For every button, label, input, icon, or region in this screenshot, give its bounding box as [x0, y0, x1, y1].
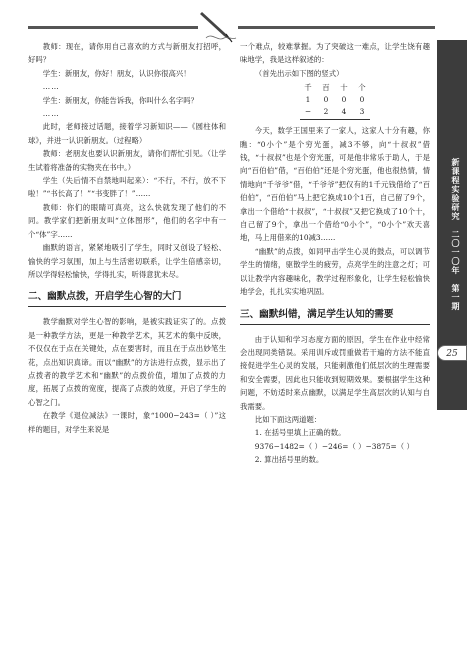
place-value-headers	[300, 82, 370, 94]
ellipsis: ……	[42, 109, 60, 119]
section-underline	[240, 324, 430, 325]
figure-caption: （首先出示如下图的竖式）	[254, 68, 344, 78]
exercise-2: 2. 算出括号里的数。	[254, 455, 324, 465]
result-line	[300, 119, 370, 120]
header-hundreds: 百	[322, 83, 330, 93]
header-ones: 个	[358, 83, 366, 93]
section2-paragraph-2: 在教学《退位减法》一课时，象“1000−243=（ ）”这样的题目，对学生来说是	[28, 411, 226, 434]
digit: 0	[323, 95, 329, 105]
dialog-teacher-3: 教师：你们的眼睛可真亮，这么快就发现了他们的不同。教学家们把新朋友叫“立体图形”，他们的名字中有一个“体”字……	[28, 202, 226, 239]
header-tens: 十	[340, 83, 348, 93]
digit: 0	[359, 95, 365, 105]
section-heading-2-text: 二、幽默点拨，开启学生心智的大门	[28, 291, 182, 303]
reflection-paragraph: “幽默”的点拨，如同甲击学生心灵的鼓点，可以调节学生的情绪，驱散学生的疲劳，点亮学生的注意之灯；可以让教学内容趣味化，教学过程形象化，让学生轻松愉快地学会，扎扎实实地巩固。	[240, 246, 430, 297]
top-rule-right	[238, 26, 435, 29]
ellipsis: ……	[42, 82, 60, 92]
digit: 2	[323, 107, 329, 117]
vertical-subtraction	[300, 82, 370, 120]
dialog-teacher-2: 教师：老朋友也要认识新朋友，请你们帮忙引见。（让学生试着将准备的实物夹在书中。）	[28, 149, 226, 172]
dialog-student-2: 学生：新朋友，你能告诉我，你叫什么名字吗？	[42, 95, 199, 105]
section-heading-3	[240, 307, 430, 325]
section-heading-2	[28, 289, 226, 307]
subtrahend-row	[300, 106, 370, 118]
section2-paragraph-1: 教学幽默对学生心智的影响，是被实践证实了的。点拨是一种教学方法，更是一种教学艺术，其艺术的集中反映，不仅仅在于点在关键处，点在要害时，而且在于点出妙笔生花，点出知识真谛。而以“幽默”的方法进行点拨，显示出了点拨者的教学艺术和“幽默”的点拨价值，增加了点拨的力度，拓展了点拨的宽度，提高了点拨的效度，开启了学生的心智之门。	[28, 317, 226, 407]
story-paragraph: 今天，数学王国里来了一家人，这家人十分有趣，你瞧：“0小个”是个穷光蛋，减3不够，向“十叔叔”借钱，“十叔叔”也是个穷光蛋，可是他非常乐于助人，于是向“百伯伯”借，“百伯伯”还是个穷光蛋，他也很热情，情情地向“千爷爷”借，“千爷爷”把仅有的1千元钱借给了“百伯伯”，“百伯伯”马上把它换成10个1百，自己留了9个，拿出一个借给“十叔叔”，“十叔叔”又把它换成了10个十，自己留了9个，拿出一个借给“0小个”，“0小个”欢天喜地，马上用借来的10减3……	[240, 126, 430, 243]
exercise-1: 1. 在括号里填上正确的数。	[254, 428, 346, 438]
intro-paragraph: 一个难点，较难掌握。为了突破这一难点，让学生饶有趣味地学，我是这样叙述的：	[240, 42, 430, 65]
exercise-1-equation: 9376−1482=（ ）−246=（ ）−3875=（ ）	[254, 441, 414, 451]
dialog-student-1: 学生：新朋友，你好！朋友，认识你很高兴！	[42, 68, 191, 78]
dialog-teacher-1: 教师：现在，请你用自己喜欢的方式与新朋友打招呼，好吗？	[28, 42, 226, 65]
narration-1: 此时，老师接过话题，接着学习新知识——《圆柱体和球》，并进一认识新朋友。（过程略）	[28, 122, 226, 145]
digit: 3	[359, 107, 365, 117]
digit: 1	[305, 95, 311, 105]
section-underline	[28, 306, 226, 307]
section3-paragraph-1: 由于认知和学习态度方面的原因，学生在作业中经常会出现同类错误。采用训斥或罚重做若干遍的方法不能直接促进学生心灵的发展，只能刺激他们低层次的生理需要和安全需要，因此也只能收到短期效果。要根据学生这种问题，不妨适时来点幽默，以满足学生高层次的认知与自我需要。	[240, 334, 430, 411]
header-thousands: 千	[304, 83, 312, 93]
minus-sign: −	[304, 107, 312, 117]
digit: 4	[341, 107, 347, 117]
summary-paragraph: 幽默的语言，紧紧地吸引了学生，同时又创设了轻松、愉快的学习氛围，加上与生活密切联系，让学生倍感亲切，所以学得轻松愉快，学得扎实，听得意犹未尽。	[28, 243, 226, 279]
dialog-student-3: 学生（失后情不自禁地叫起来）：“不行，不行，放不下啦！”“书长高了！”“书变胖了！”……	[28, 176, 226, 199]
page-number: 25	[437, 345, 467, 361]
digit: 0	[341, 95, 347, 105]
section-heading-3-text: 三、幽默纠错，满足学生认知的需要	[240, 308, 394, 320]
journal-title: 新课程实验研究 二〇一〇年 第一期	[451, 158, 461, 311]
right-column	[240, 40, 430, 467]
fountain-pen-icon	[196, 8, 240, 44]
minuend-row	[300, 94, 370, 106]
section3-paragraph-2: 比如下面这两道题：	[254, 414, 322, 424]
left-column	[28, 40, 226, 436]
top-rule-left	[28, 26, 198, 29]
